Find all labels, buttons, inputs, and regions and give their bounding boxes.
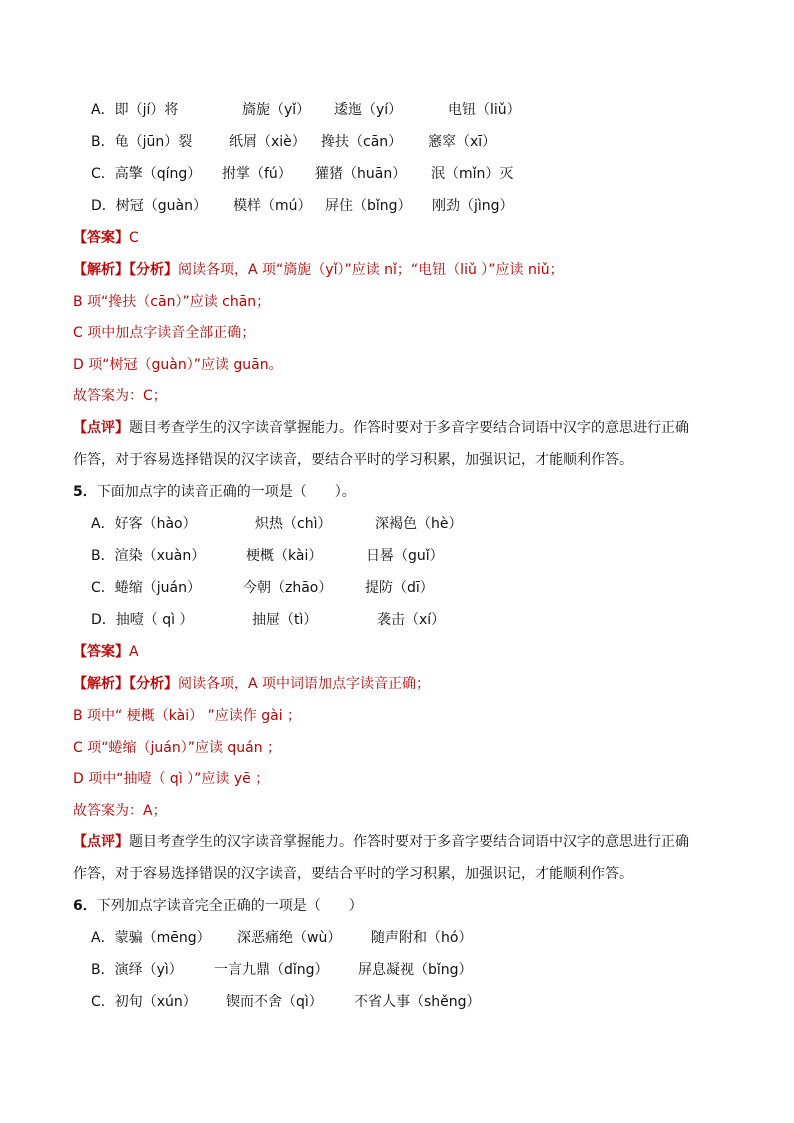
question-number: 6． xyxy=(73,898,97,914)
q6-option-c-2: 锲而不舍（qì） xyxy=(226,994,323,1010)
q6-option-a-2: 深恶痛绝（wù） xyxy=(237,930,342,946)
q4-comment xyxy=(73,419,689,437)
analysis-text: 阅读各项，A 项中词语加点字读音正确； xyxy=(178,676,431,692)
q4-option-b-1: B．龟（jūn）裂 xyxy=(91,134,193,150)
q5-option-d-2: 抽屉（tì） xyxy=(252,612,318,628)
analysis-label: 【解析】 xyxy=(73,262,129,278)
comment-label: 【点评】 xyxy=(73,834,129,850)
q5-conclusion: 故答案为：A； xyxy=(73,803,167,819)
q5-option-c-1: C．蜷缩（juán） xyxy=(91,580,201,596)
q5-option-b-3: 日晷（guǐ） xyxy=(366,548,444,564)
analysis-label: 【解析】 xyxy=(73,676,129,692)
q5-b-note: B 项中“ 梗概（kài） ”应读作 gài ； xyxy=(73,708,302,724)
q6-option-c-3: 不省人事（shěng） xyxy=(354,994,481,1010)
q6-stem xyxy=(73,897,363,915)
q6-option-c-1: C．初旬（xún） xyxy=(91,994,197,1010)
answer-value: C xyxy=(129,230,139,246)
q6-option-a-1: A．蒙骗（mēng） xyxy=(91,930,211,946)
q4-option-a-3: 逶迤（yí） xyxy=(334,102,403,118)
comment-label: 【点评】 xyxy=(73,420,129,436)
analysis-sub-label: 【分析】 xyxy=(129,676,178,692)
q4-option-d-3: 屏住（bǐng） xyxy=(325,198,412,214)
q4-option-c-4: 泯（mǐn）灭 xyxy=(431,166,514,182)
q4-option-d-2: 模样（mú） xyxy=(233,198,312,214)
q4-option-a-2: 旖旎（yǐ） xyxy=(242,102,311,118)
q4-c-note: C 项中加点字读音全部正确； xyxy=(73,325,256,341)
q5-option-d-3: 袭击（xí） xyxy=(377,612,446,628)
q4-option-b-3: 搀扶（cān） xyxy=(321,134,403,150)
q4-analysis xyxy=(73,261,564,279)
q5-option-c-3: 提防（dī） xyxy=(365,580,434,596)
q5-c-note: C 项“蜷缩（juán）”应读 quán ； xyxy=(73,740,282,756)
q5-option-b-2: 梗概（kài） xyxy=(246,548,323,564)
q4-option-c-2: 拊掌（fú） xyxy=(222,166,292,182)
question-text: 下列加点字读音完全正确的一项是（ ） xyxy=(96,898,363,914)
q4-option-d-4: 刚劲（jìng） xyxy=(432,198,514,214)
q4-option-b-2: 纸屑（xiè） xyxy=(229,134,306,150)
answer-label: 【答案】 xyxy=(73,644,129,660)
q4-option-a-1: A．即（jí）将 xyxy=(91,102,179,118)
q5-stem xyxy=(73,483,356,501)
q5-analysis xyxy=(73,675,430,693)
question-number: 5． xyxy=(73,484,97,500)
q5-option-a-3: 深褐色（hè） xyxy=(375,516,463,532)
q4-answer xyxy=(73,229,139,247)
q5-answer xyxy=(73,643,139,661)
answer-value: A xyxy=(129,644,139,660)
q4-comment-line-2: 作答，对于容易选择错误的汉字读音，要结合平时的学习积累，加强识记，才能顺利作答。 xyxy=(73,452,633,468)
q5-option-a-1: A．好客（hào） xyxy=(91,516,197,532)
question-text: 下面加点字的读音正确的一项是（ ）。 xyxy=(96,484,356,500)
analysis-sub-label: 【分析】 xyxy=(129,262,178,278)
q6-option-a-3: 随声附和（hó） xyxy=(371,930,473,946)
comment-text-1: 题目考查学生的汉字读音掌握能力。作答时要对于多音字要结合词语中汉字的意思进行正确 xyxy=(129,420,689,436)
q5-option-a-2: 炽热（chì） xyxy=(255,516,332,532)
q5-option-c-2: 今朝（zhāo） xyxy=(243,580,333,596)
q6-option-b-1: B．演绎（yì） xyxy=(91,962,183,978)
q5-option-b-1: B．渲染（xuàn） xyxy=(91,548,206,564)
q4-conclusion: 故答案为：C； xyxy=(73,388,167,404)
q4-d-note: D 项“树冠（guàn）”应读 guān。 xyxy=(73,357,283,373)
q5-comment xyxy=(73,833,689,851)
q4-option-c-3: 獾猪（huān） xyxy=(315,166,407,182)
q5-option-d-1: D．抽噎（ qì ） xyxy=(91,612,194,628)
answer-label: 【答案】 xyxy=(73,230,129,246)
q4-option-b-4: 窸窣（xī） xyxy=(428,134,497,150)
q4-option-d-1: D．树冠（guàn） xyxy=(91,198,207,214)
q6-option-b-2: 一言九鼎（dǐng） xyxy=(214,962,329,978)
q5-comment-line-2: 作答，对于容易选择错误的汉字读音，要结合平时的学习积累，加强识记，才能顺利作答。 xyxy=(73,866,633,882)
comment-text-1: 题目考查学生的汉字读音掌握能力。作答时要对于多音字要结合词语中汉字的意思进行正确 xyxy=(129,834,689,850)
q4-option-a-4: 电钮（liǔ） xyxy=(448,102,521,118)
q4-b-note: B 项“搀扶（cān）”应读 chān； xyxy=(73,294,271,310)
q5-d-note: D 项中“抽噎（ qì ）”应读 yē ； xyxy=(73,771,270,787)
analysis-text: 阅读各项，A 项“旖旎（yǐ）”应读 nǐ；“电钮（liǔ ）”应读 niǔ； xyxy=(178,262,564,278)
q6-option-b-3: 屏息凝视（bǐng） xyxy=(358,962,473,978)
q4-option-c-1: C．高擎（qíng） xyxy=(91,166,202,182)
